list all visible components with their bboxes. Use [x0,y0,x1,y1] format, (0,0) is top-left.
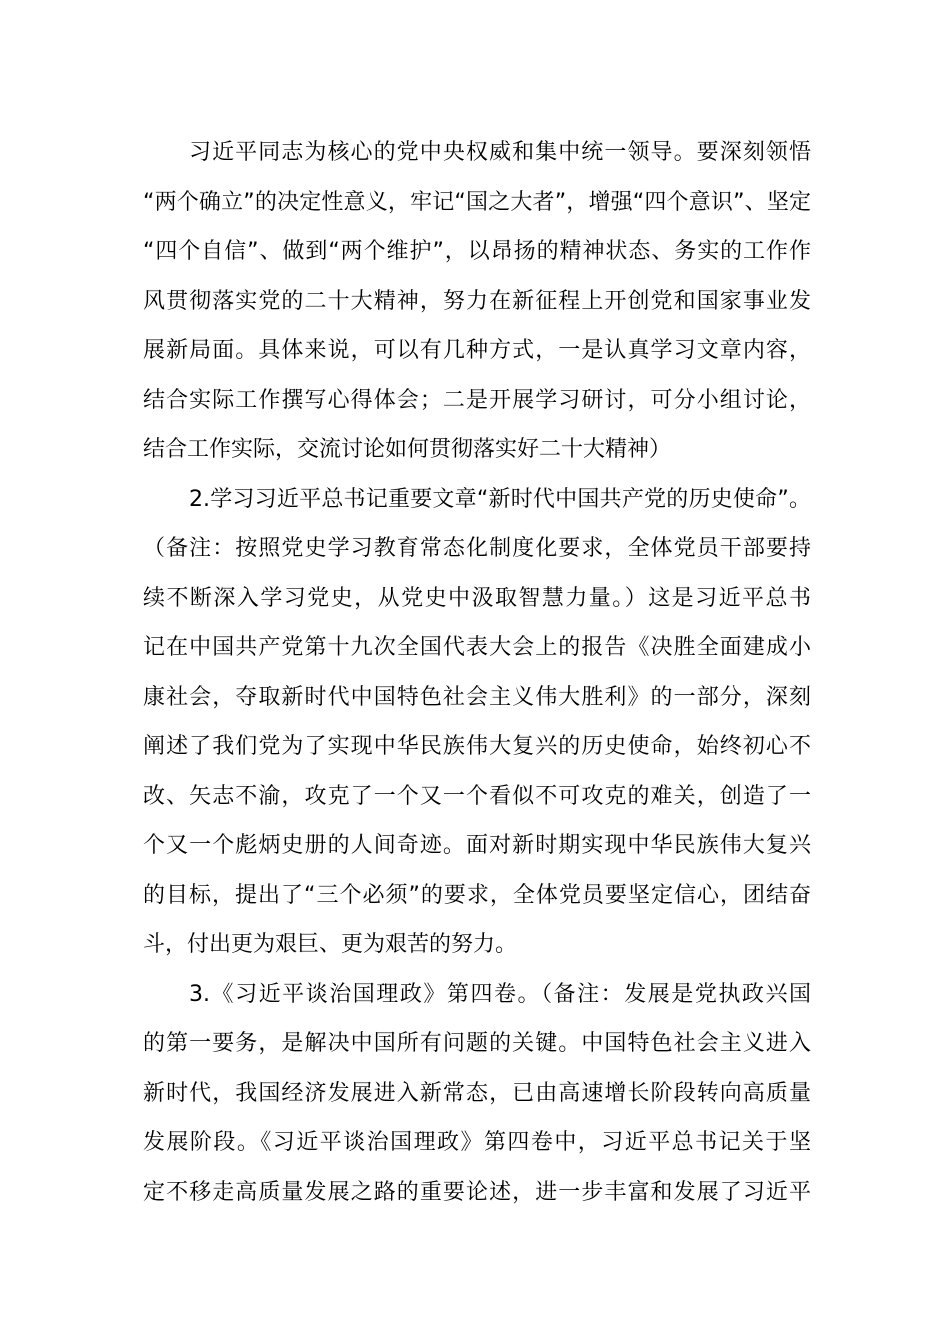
document-body [143,128,811,1217]
paragraph-2-line-7: 改、矢志不渝，攻克了一个又一个看似不可攻克的难关，创造了一 [143,783,811,809]
paragraph-2-line-10: 斗，付出更为艰巨、更为艰苦的努力。 [143,932,518,957]
paragraph-3-line-5: 定不移走高质量发展之路的重要论述，进一步丰富和发展了习近平 [143,1179,811,1205]
paragraph-2-line-2: （备注：按照党史学习教育常态化制度化要求，全体党员干部要持 [143,536,811,561]
paragraph-3-line-2: 的第一要务，是解决中国所有问题的关键。中国特色社会主义进入 [143,1031,811,1056]
paragraph-1-line-3: “四个自信”、做到“两个维护”，以昂扬的精神状态、务实的工作作 [143,239,811,264]
paragraph-2-line-3: 续不断深入学习党史，从党史中汲取智慧力量。）这是习近平总书 [143,585,811,611]
paragraph-1-line-2: “两个确立”的决定性意义，牢记“国之大者”，增强“四个意识”、坚定 [143,189,811,215]
paragraph-2-line-6: 阐述了我们党为了实现中华民族伟大复兴的历史使命，始终初心不 [143,734,811,759]
paragraph-2-line-8: 个又一个彪炳史册的人间奇迹。面对新时期实现中华民族伟大复兴 [143,833,811,858]
paragraph-1-line-6: 结合实际工作撰写心得体会；二是开展学习研讨，可分小组讨论， [143,387,811,413]
paragraph-2-line-4: 记在中国共产党第十九次全国代表大会上的报告《决胜全面建成小 [143,635,811,660]
paragraph-1-line-5: 展新局面。具体来说，可以有几种方式，一是认真学习文章内容， [143,338,811,363]
paragraph-2-line-9: 的目标，提出了“三个必须”的要求，全体党员要坚定信心，团结奋 [143,882,811,908]
paragraph-3-line-1: 3.《习近平谈治国理政》第四卷。（备注：发展是党执政兴国 [189,981,811,1007]
paragraph-2-line-5: 康社会，夺取新时代中国特色社会主义伟大胜利》的一部分，深刻 [143,684,811,710]
paragraph-3-line-4: 发展阶段。《习近平谈治国理政》第四卷中，习近平总书记关于坚 [143,1130,811,1155]
paragraph-1-line-1: 习近平同志为核心的党中央权威和集中统一领导。要深刻领悟 [189,140,811,165]
paragraph-2-line-1: 2.学习习近平总书记重要文章“新时代中国共产党的历史使命”。 [189,486,811,512]
paragraph-3-line-3: 新时代，我国经济发展进入新常态，已由高速增长阶段转向高质量 [143,1080,811,1106]
paragraph-1-line-7: 结合工作实际，交流讨论如何贯彻落实好二十大精神） [143,437,672,462]
paragraph-1-line-4: 风贯彻落实党的二十大精神，努力在新征程上开创党和国家事业发 [143,288,811,314]
